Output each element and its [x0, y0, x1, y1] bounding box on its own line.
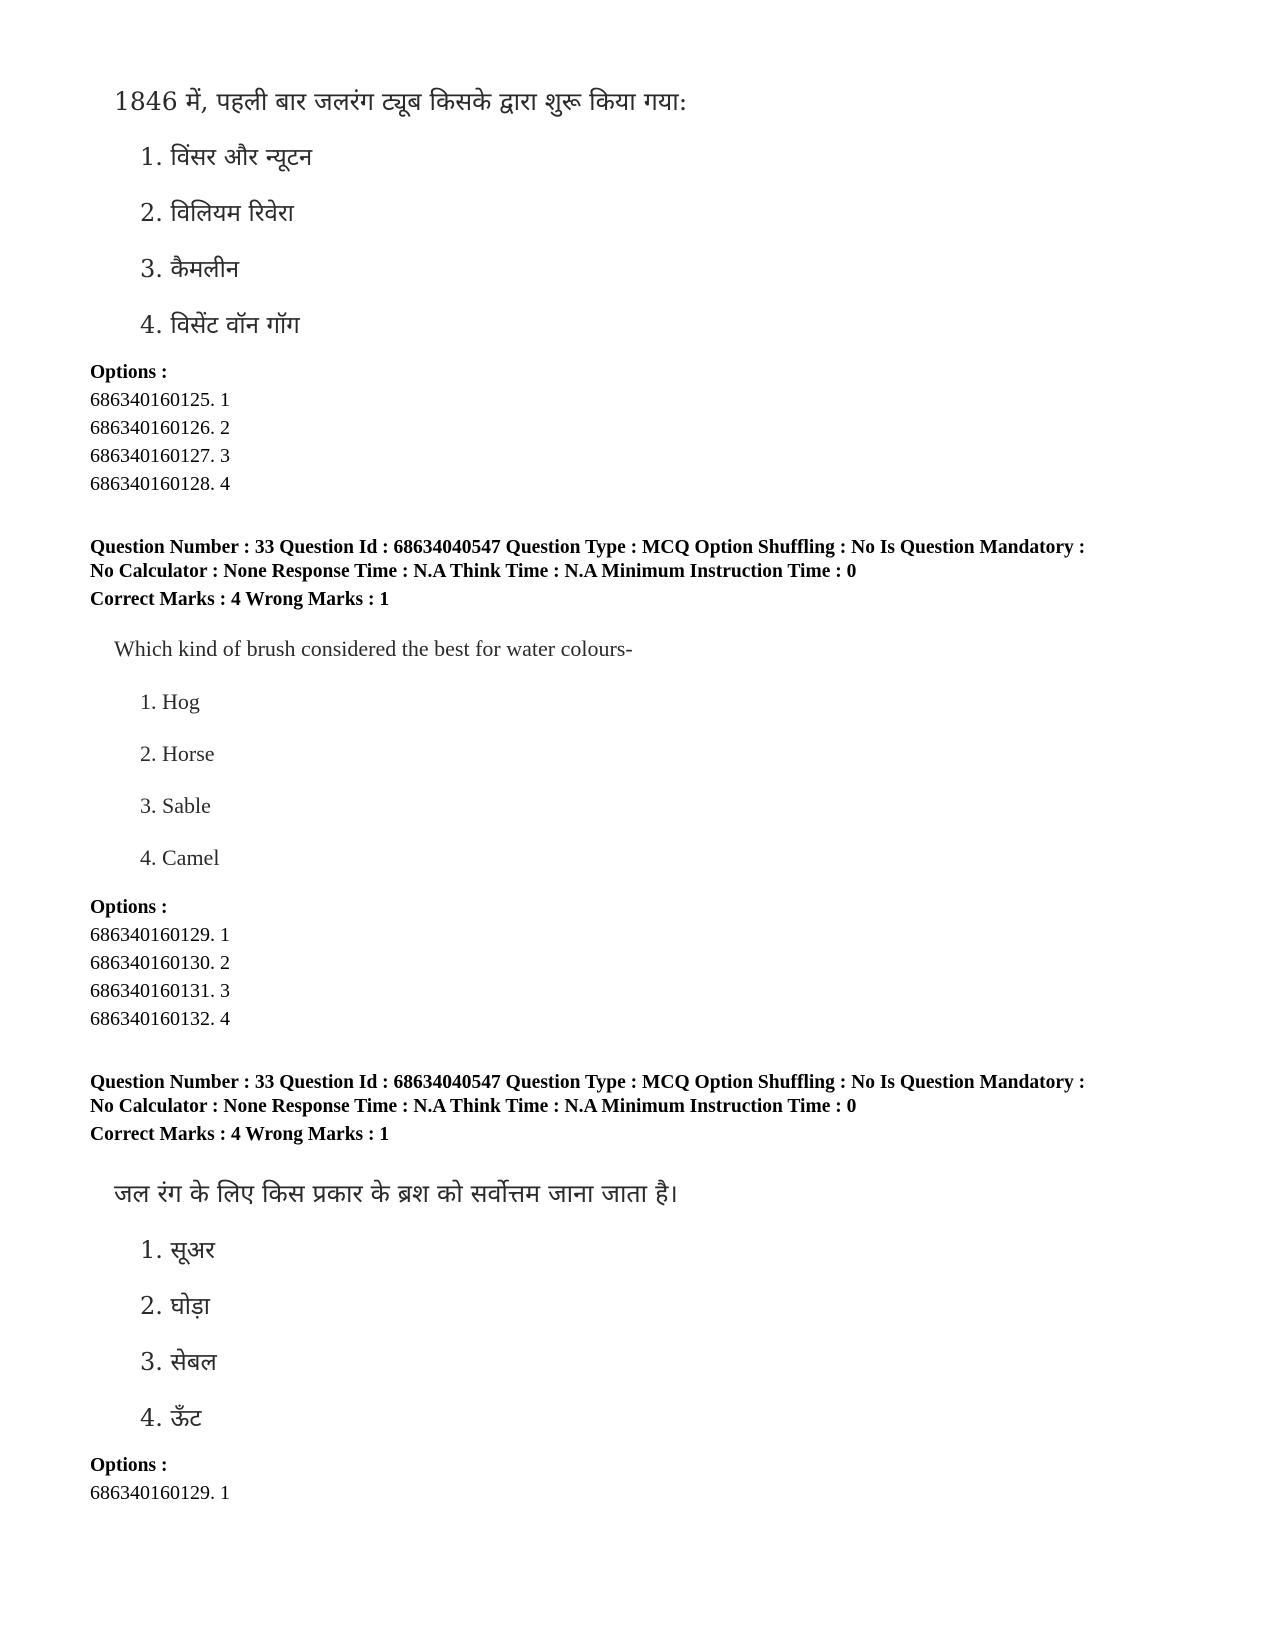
options-label: Options :	[90, 897, 168, 918]
option-id: 686340160127. 3	[90, 445, 230, 467]
options-list	[90, 921, 230, 1033]
choice-3: 3. Sable	[140, 793, 211, 818]
question-meta-line1: Question Number : 33 Question Id : 68634040547 Question Type : MCQ Option Shuffling : No Is Question Mandatory :	[90, 1072, 1086, 1093]
choice-4: 4. विसेंट वॉन गॉग	[140, 311, 300, 339]
choice-3: 3. सेबल	[140, 1348, 217, 1376]
question-meta	[90, 536, 1085, 612]
question-marks: Correct Marks : 4 Wrong Marks : 1	[90, 589, 390, 610]
choice-3: 3. कैमलीन	[140, 255, 240, 283]
question-text: Which kind of brush considered the best for water colours-	[114, 636, 633, 661]
option-id: 686340160126. 2	[90, 417, 230, 439]
options-label: Options :	[90, 362, 168, 383]
question-marks: Correct Marks : 4 Wrong Marks : 1	[90, 1124, 390, 1145]
choice-2: 2. घोड़ा	[140, 1292, 210, 1320]
question-meta-line1: Question Number : 33 Question Id : 68634040547 Question Type : MCQ Option Shuffling : No Is Question Mandatory :	[90, 537, 1086, 558]
question-meta	[90, 1071, 1085, 1147]
option-id: 686340160130. 2	[90, 952, 230, 974]
question-text: 1846 में, पहली बार जलरंग ट्यूब किसके द्वारा शुरू किया गया:	[114, 87, 688, 116]
choice-1: 1. सूअर	[140, 1236, 215, 1264]
question-meta-line2: No Calculator : None Response Time : N.A Think Time : N.A Minimum Instruction Time : 0	[90, 561, 857, 582]
option-id: 686340160132. 4	[90, 1008, 230, 1030]
option-id: 686340160128. 4	[90, 473, 230, 495]
question-text: जल रंग के लिए किस प्रकार के ब्रश को सर्वोत्तम जाना जाता है।	[114, 1179, 678, 1208]
option-id: 686340160125. 1	[90, 389, 230, 411]
options-label: Options :	[90, 1455, 168, 1476]
choice-1: 1. विंसर और न्यूटन	[140, 143, 313, 171]
options-list	[90, 386, 230, 498]
option-id: 686340160129. 1	[90, 1482, 230, 1504]
choice-4: 4. ऊँट	[140, 1404, 202, 1432]
option-id: 686340160129. 1	[90, 924, 230, 946]
options-list	[90, 1479, 230, 1507]
choice-2: 2. विलियम रिवेरा	[140, 199, 294, 227]
choice-1: 1. Hog	[140, 689, 200, 714]
question-meta-line2: No Calculator : None Response Time : N.A Think Time : N.A Minimum Instruction Time : 0	[90, 1096, 857, 1117]
option-id: 686340160131. 3	[90, 980, 230, 1002]
choice-4: 4. Camel	[140, 845, 220, 870]
choice-2: 2. Horse	[140, 741, 215, 766]
